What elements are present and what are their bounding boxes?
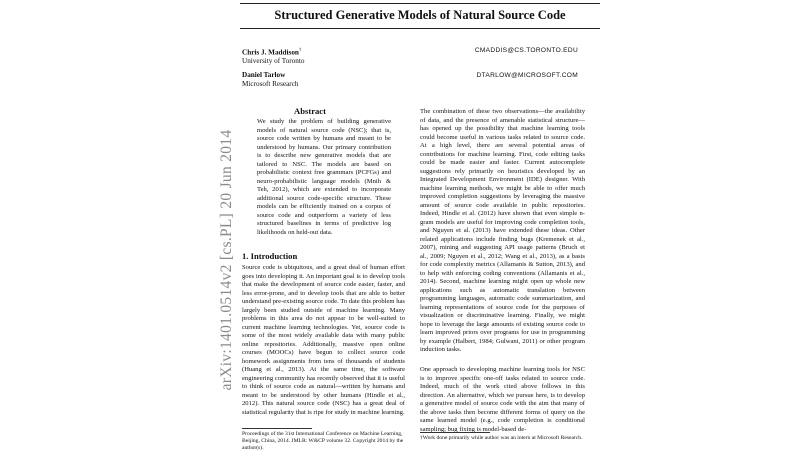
title-bottom-rule <box>240 28 600 29</box>
intro-text: Source code is ubiquitous, and a great deal of human effort goes into developing it. An important goal is to develop tools that make the development of source code easier, faster, and less error-prone, and to develop tools that are able to better understand pre-existing source code. To date this problem has largely been studied outside of machine learning. Many problems in this area do not appear to be well-suited to current machine learning technologies. Yet, source code is some of the most widely available data with many public online repositories. Additionally, massive open online courses (MOOCs) have begun to collect source code homework assignments from tens of thousands of students (Huang et al., 2013). At the same time, the software engineering community has recently observed that it is useful to think of source code as natural—written by humans and meant to be understood by other humans (Hindle et al., 2012). This natural source code (NSC) has a great deal of statistical regularity that is ripe for study in machine learning. <box>242 264 405 416</box>
arxiv-stamp: arXiv:1401.0514v2 [cs.PL] 20 Jun 2014 <box>218 129 235 391</box>
column-2-paragraph-2: One approach to developing machine learning tools for NSC is to improve specific one-off tasks related to source code. Indeed, much of the work cited above follows in this direction. An alternative, which we pursue here, is to develop a generative model of source code with the aim that many of the above tasks then become different forms of query on the same learned model (e.g., code completion is conditional sampling; bug fixing is model-based de- <box>420 366 585 433</box>
footnote: †Work done primarily while author was an intern at Microsoft Research. <box>420 435 583 441</box>
proceedings-note: Proceedings of the 31st International Conference on Machine Learning, Beijing, China, 2014. JMLR: W&CP volume 32. Copyright 2014 by the author(s). <box>242 431 404 451</box>
author-1-email: CMADDIS@CS.TORONTO.EDU <box>474 47 578 54</box>
author-2-name: Daniel Tarlow <box>242 71 286 79</box>
author-1: Chris J. Maddison† University of Toronto <box>242 48 305 66</box>
author-1-affiliation: University of Toronto <box>242 57 305 66</box>
paper-title: Structured Generative Models of Natural Source Code <box>274 8 566 22</box>
abstract-heading: Abstract <box>294 106 326 116</box>
intro-heading: 1. Introduction <box>242 251 298 261</box>
author-2 <box>242 71 298 89</box>
author-1-name: Chris J. Maddison <box>242 48 299 57</box>
abstract-text: We study the problem of building generative models of natural source code (NSC); that is, source code written by humans and meant to be understood by humans. Our primary contribution is to describe new generative models that are tailored to NSC. The models are based on probabilistic context free grammars (PCFGs) and neuro-probabilistic language models (Mnih & Teh, 2012), which are extended to incorporate additional source code-specific structure. These models can be efficiently trained on a corpus of source code and outperform a variety of less structured baselines in terms of predictive log likelihoods on held-out data. <box>257 118 391 236</box>
proceedings-rule <box>242 428 312 429</box>
author-2-email: DTARLOW@MICROSOFT.COM <box>476 72 578 79</box>
column-2-paragraph-1: The combination of these two observations—the availability of data, and the presence of amenable statistical structure—has opened up the possibility that machine learning tools could become useful in various tasks related to source code. At a high level, there are several potential areas of contributions for machine learning. First, code editing tasks could be made easier and faster. Current autocomplete suggestions rely primarily on heuristics developed by an Integrated Development Environment (IDE) designer. With machine learning methods, we might be able to offer much improved completion suggestions by leveraging the massive amount of source code available in public repositories. Indeed, Hindle et al. (2012) have shown that even simple n-gram models are useful for improving code completion tools, and Nguyen et al. (2013) have extended these ideas. Other related applications include finding bugs (Kremenek et al., 2007), mining and suggesting API usage patterns (Bruch et al., 2009; Nguyen et al., 2012; Wang et al., 2013), as a basis for code complexity metrics (Allamanis & Sutton, 2013), and to help with enforcing coding conventions (Allamanis et al., 2014). Second, machine learning might open up whole new applications such as automatic translation between programming languages, automatic code summarization, and learning representations of source code for the purposes of visualization or discriminative learning. Finally, we might hope to leverage the large amounts of existing source code to learn improved priors over programs for use in programming by example (Halbert, 1984; Gulwani, 2011) or other program induction tasks. <box>420 108 585 353</box>
footnote-rule <box>420 432 490 433</box>
author-2-affiliation: Microsoft Research <box>242 80 299 88</box>
title-top-rule <box>240 3 600 4</box>
